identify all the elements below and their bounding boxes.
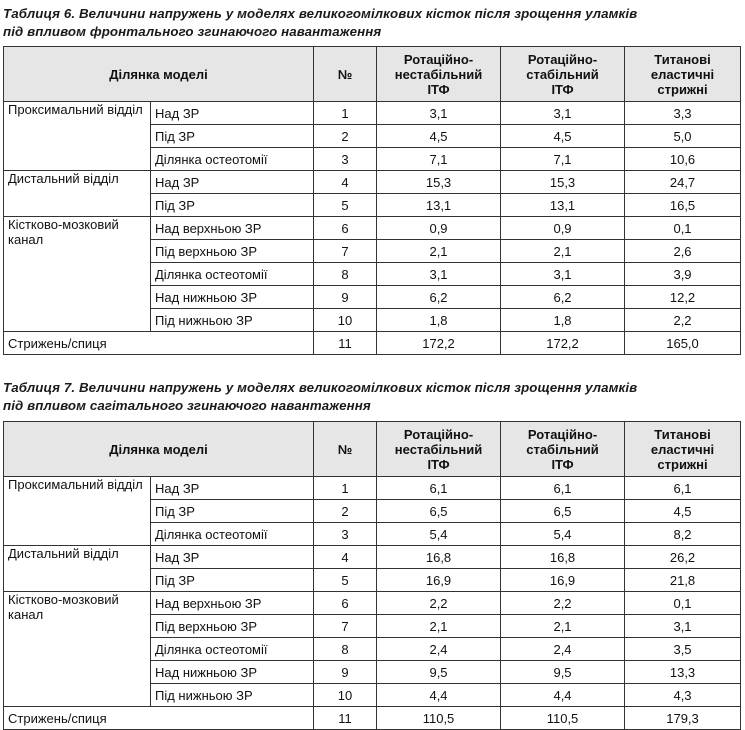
row-number-cell: 11	[314, 332, 377, 355]
table7-caption	[3, 379, 637, 414]
region-cell: Кістково-мозковий канал	[4, 217, 151, 332]
table6-caption-line1: Таблиця 6. Величини напружень у моделях великогомілкових кісток після зрощення уламків	[3, 6, 638, 21]
site-cell: Ділянка остеотомії	[151, 263, 314, 286]
value-cell: 6,2	[501, 286, 625, 309]
region-cell: Кістково-мозковий канал	[4, 592, 151, 707]
table-row-rod	[4, 332, 741, 355]
value-cell: 16,5	[625, 194, 741, 217]
value-cell: 6,1	[501, 477, 625, 500]
value-cell: 4,4	[377, 684, 501, 707]
value-cell: 2,1	[501, 615, 625, 638]
row-number-cell: 3	[314, 523, 377, 546]
table6-header-col3-line: стрижні	[657, 81, 708, 97]
value-cell: 0,9	[501, 217, 625, 240]
table7-caption-line1: Таблиця 7. Величини напружень у моделях великогомілкових кісток після зрощення уламків	[3, 380, 638, 395]
value-cell: 8,2	[625, 523, 741, 546]
region-cell: Дистальний відділ	[4, 171, 151, 217]
value-cell: 26,2	[625, 546, 741, 569]
row-number-cell: 9	[314, 286, 377, 309]
table6-caption-line2: під впливом фронтального згинаючого навантаження	[3, 23, 382, 39]
row-number-cell: 10	[314, 309, 377, 332]
table6-header-row	[4, 47, 741, 102]
table7-header-col2-line: ІТФ	[551, 456, 574, 472]
value-cell: 172,2	[377, 332, 501, 355]
table6-header-site: Ділянка моделі	[4, 47, 314, 102]
value-cell: 2,2	[377, 592, 501, 615]
value-cell: 172,2	[501, 332, 625, 355]
value-cell: 4,5	[377, 125, 501, 148]
site-cell: Над нижньою ЗР	[151, 661, 314, 684]
value-cell: 21,8	[625, 569, 741, 592]
table6-header-col2-line: Ротаційно-	[527, 51, 598, 67]
value-cell: 16,8	[377, 546, 501, 569]
table7-header-col3-line: стрижні	[657, 456, 708, 472]
site-cell: Над ЗР	[151, 477, 314, 500]
site-cell: Під нижньою ЗР	[151, 684, 314, 707]
site-cell: Над верхньою ЗР	[151, 592, 314, 615]
value-cell: 6,5	[377, 500, 501, 523]
table7-header-col1	[377, 422, 501, 477]
value-cell: 2,4	[377, 638, 501, 661]
value-cell: 3,1	[377, 102, 501, 125]
value-cell: 16,8	[501, 546, 625, 569]
value-cell: 3,1	[501, 102, 625, 125]
value-cell: 3,1	[501, 263, 625, 286]
row-number-cell: 2	[314, 500, 377, 523]
value-cell: 13,3	[625, 661, 741, 684]
row-number-cell: 6	[314, 217, 377, 240]
value-cell: 7,1	[501, 148, 625, 171]
row-number-cell: 9	[314, 661, 377, 684]
site-cell: Над нижньою ЗР	[151, 286, 314, 309]
value-cell: 165,0	[625, 332, 741, 355]
rod-label-cell: Стрижень/спиця	[4, 332, 314, 355]
table6-header-col3-line: еластичні	[650, 66, 715, 82]
table6-header-col2-line: стабільний	[526, 66, 599, 82]
value-cell: 16,9	[377, 569, 501, 592]
value-cell: 15,3	[377, 171, 501, 194]
rod-label-cell: Стрижень/спиця	[4, 707, 314, 730]
table7-header-col1-line: Ротаційно-	[403, 426, 474, 442]
value-cell: 12,2	[625, 286, 741, 309]
region-cell: Проксимальний відділ	[4, 102, 151, 171]
table6-caption	[3, 5, 637, 40]
row-number-cell: 3	[314, 148, 377, 171]
row-number-cell: 1	[314, 102, 377, 125]
value-cell: 13,1	[501, 194, 625, 217]
value-cell: 110,5	[501, 707, 625, 730]
row-number-cell: 8	[314, 638, 377, 661]
site-cell: Під ЗР	[151, 194, 314, 217]
value-cell: 5,4	[501, 523, 625, 546]
table7-header-col1-line: ІТФ	[427, 456, 450, 472]
region-cell: Дистальний відділ	[4, 546, 151, 592]
row-number-cell: 7	[314, 240, 377, 263]
table-row	[4, 217, 741, 240]
table6	[3, 46, 741, 355]
value-cell: 10,6	[625, 148, 741, 171]
table7-header-col3-line: еластичні	[650, 441, 715, 457]
value-cell: 1,8	[501, 309, 625, 332]
site-cell: Ділянка остеотомії	[151, 638, 314, 661]
table6-header-col3	[625, 47, 741, 102]
site-cell: Над верхньою ЗР	[151, 217, 314, 240]
table7-header-row	[4, 422, 741, 477]
table7-header-num: №	[314, 422, 377, 477]
value-cell: 4,3	[625, 684, 741, 707]
value-cell: 16,9	[501, 569, 625, 592]
value-cell: 24,7	[625, 171, 741, 194]
value-cell: 2,1	[501, 240, 625, 263]
site-cell: Над ЗР	[151, 171, 314, 194]
region-cell: Проксимальний відділ	[4, 477, 151, 546]
row-number-cell: 5	[314, 569, 377, 592]
value-cell: 4,5	[501, 125, 625, 148]
site-cell: Під верхньою ЗР	[151, 615, 314, 638]
table6-header-col1	[377, 47, 501, 102]
value-cell: 4,5	[625, 500, 741, 523]
value-cell: 7,1	[377, 148, 501, 171]
value-cell: 6,5	[501, 500, 625, 523]
table7-header-col2	[501, 422, 625, 477]
value-cell: 3,5	[625, 638, 741, 661]
table-row	[4, 592, 741, 615]
site-cell: Під верхньою ЗР	[151, 240, 314, 263]
value-cell: 110,5	[377, 707, 501, 730]
row-number-cell: 6	[314, 592, 377, 615]
value-cell: 1,8	[377, 309, 501, 332]
value-cell: 15,3	[501, 171, 625, 194]
table7-header-col3	[625, 422, 741, 477]
site-cell: Під ЗР	[151, 500, 314, 523]
row-number-cell: 7	[314, 615, 377, 638]
table-row	[4, 546, 741, 569]
value-cell: 2,6	[625, 240, 741, 263]
row-number-cell: 10	[314, 684, 377, 707]
site-cell: Під нижньою ЗР	[151, 309, 314, 332]
value-cell: 2,1	[377, 615, 501, 638]
row-number-cell: 4	[314, 546, 377, 569]
table6-header-col3-line: Титанові	[654, 51, 711, 67]
value-cell: 3,3	[625, 102, 741, 125]
value-cell: 179,3	[625, 707, 741, 730]
value-cell: 6,1	[377, 477, 501, 500]
table6-header-num: №	[314, 47, 377, 102]
row-number-cell: 8	[314, 263, 377, 286]
value-cell: 6,2	[377, 286, 501, 309]
value-cell: 2,2	[501, 592, 625, 615]
row-number-cell: 1	[314, 477, 377, 500]
value-cell: 3,9	[625, 263, 741, 286]
table7-header-site: Ділянка моделі	[4, 422, 314, 477]
value-cell: 9,5	[377, 661, 501, 684]
table7-header-col2-line: Ротаційно-	[527, 426, 598, 442]
value-cell: 3,1	[377, 263, 501, 286]
value-cell: 0,9	[377, 217, 501, 240]
value-cell: 2,2	[625, 309, 741, 332]
value-cell: 4,4	[501, 684, 625, 707]
value-cell: 13,1	[377, 194, 501, 217]
row-number-cell: 2	[314, 125, 377, 148]
value-cell: 0,1	[625, 217, 741, 240]
table7-header-col1-line: нестабільний	[394, 441, 483, 457]
table6-header-col2	[501, 47, 625, 102]
value-cell: 9,5	[501, 661, 625, 684]
site-cell: Ділянка остеотомії	[151, 523, 314, 546]
value-cell: 5,4	[377, 523, 501, 546]
site-cell: Під ЗР	[151, 569, 314, 592]
table7-header-col2-line: стабільний	[526, 441, 599, 457]
table-row-rod	[4, 707, 741, 730]
value-cell: 3,1	[625, 615, 741, 638]
row-number-cell: 11	[314, 707, 377, 730]
value-cell: 6,1	[625, 477, 741, 500]
table7-caption-line2: під впливом сагітального згинаючого навантаження	[3, 397, 371, 413]
table7-header-col3-line: Титанові	[654, 426, 711, 442]
site-cell: Ділянка остеотомії	[151, 148, 314, 171]
row-number-cell: 5	[314, 194, 377, 217]
site-cell: Над ЗР	[151, 102, 314, 125]
table6-header-col1-line: ІТФ	[427, 81, 450, 97]
table6-header-col1-line: Ротаційно-	[403, 51, 474, 67]
table7	[3, 421, 741, 730]
table-row	[4, 171, 741, 194]
table6-header-col1-line: нестабільний	[394, 66, 483, 82]
value-cell: 5,0	[625, 125, 741, 148]
value-cell: 0,1	[625, 592, 741, 615]
site-cell: Над ЗР	[151, 546, 314, 569]
site-cell: Під ЗР	[151, 125, 314, 148]
table6-header-col2-line: ІТФ	[551, 81, 574, 97]
table-row	[4, 477, 741, 500]
table-row	[4, 102, 741, 125]
row-number-cell: 4	[314, 171, 377, 194]
value-cell: 2,1	[377, 240, 501, 263]
value-cell: 2,4	[501, 638, 625, 661]
